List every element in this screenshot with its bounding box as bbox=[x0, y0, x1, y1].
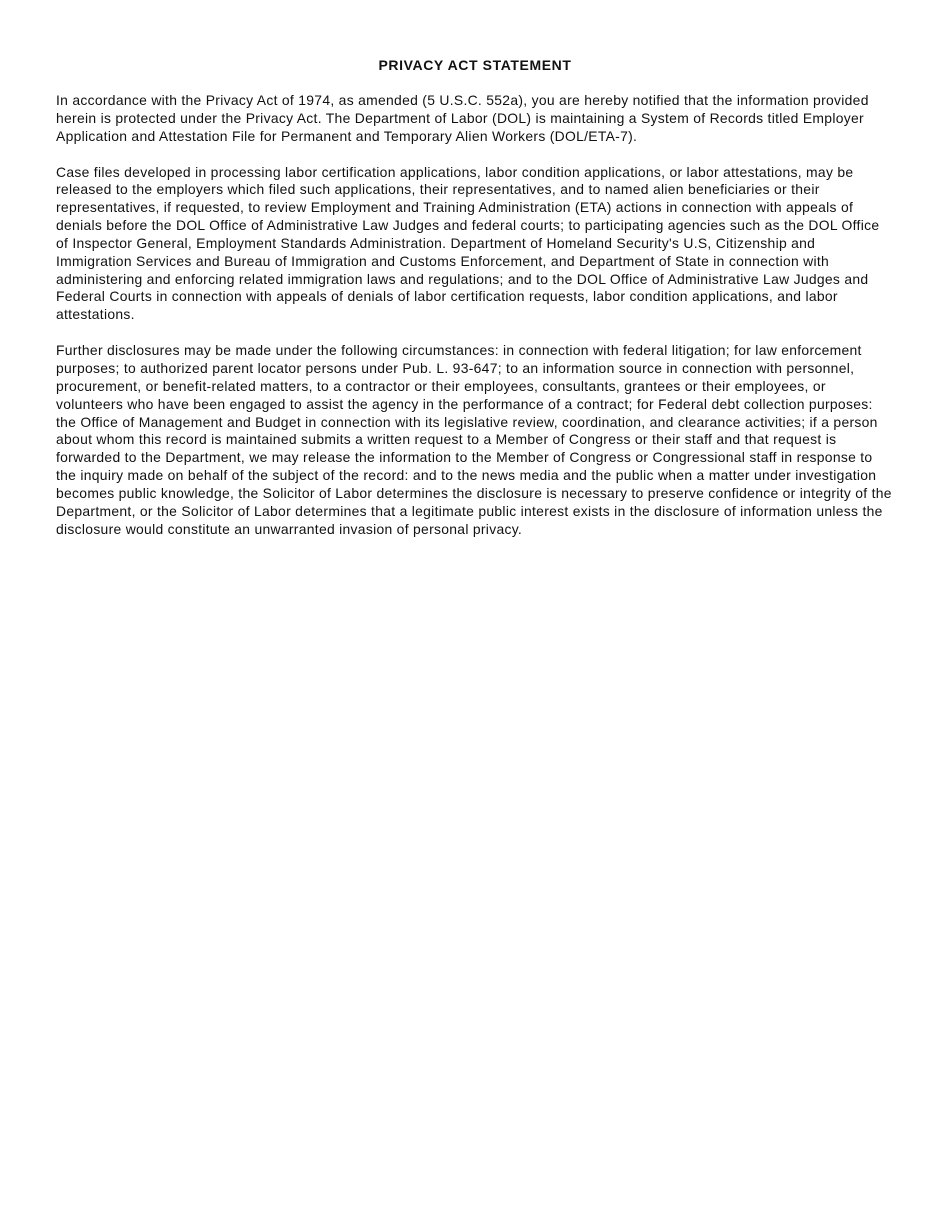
document-body bbox=[56, 92, 894, 556]
document-title: PRIVACY ACT STATEMENT bbox=[378, 57, 572, 73]
paragraph-privacy-notice: In accordance with the Privacy Act of 1974, as amended (5 U.S.C. 552a), you are hereby notified that the information provided herein is protected under the Privacy Act. The Department of Labor (DOL) is maintaining a System of Records titled Employer Application and Attestation File for Permanent and Temporary Alien Workers (DOL/ETA-7). bbox=[56, 92, 869, 144]
paragraph-further-disclosures: Further disclosures may be made under the following circumstances: in connection with federal litigation; for law enforcement purposes; to authorized parent locator persons under Pub. L. 93-647; to an information source in connection with personnel, procurement, or benefit-related matters, to a contractor or their employees, consultants, grantees or their employees, or volunteers who have been engaged to assist the agency in the performance of a contract; for Federal debt collection purposes: the Office of Management and Budget in connection with its legislative review, coordination, and clearance activities; if a person about whom this record is maintained submits a written request to a Member of Congress or their staff and that request is forwarded to the Department, we may release the information to the Member of Congress or Congressional staff in response to the inquiry made on behalf of the subject of the record: and to the news media and the public when a matter under investigation becomes public knowledge, the Solicitor of Labor determines the disclosure is necessary to preserve confidence or integrity of the Department, or the Solicitor of Labor determines that a legitimate public interest exists in the disclosure of information unless the disclosure would constitute an unwarranted invasion of personal privacy. bbox=[56, 342, 892, 537]
paragraph-case-files-disclosure: Case files developed in processing labor certification applications, labor condition applications, or labor attestations, may be released to the employers which filed such applications, their representatives, and to named alien beneficiaries or their representatives, if requested, to review Employment and Training Administration (ETA) actions in connection with appeals of denials before the DOL Office of Administrative Law Judges and federal courts; to participating agencies such as the DOL Office of Inspector General, Employment Standards Administration. Department of Homeland Security's U.S, Citizenship and Immigration Services and Bureau of Immigration and Customs Enforcement, and Department of State in connection with administering and enforcing related immigration laws and regulations; and to the DOL Office of Administrative Law Judges and Federal Courts in connection with appeals of denials of labor certification requests, labor condition applications, and labor attestations. bbox=[56, 163, 880, 323]
